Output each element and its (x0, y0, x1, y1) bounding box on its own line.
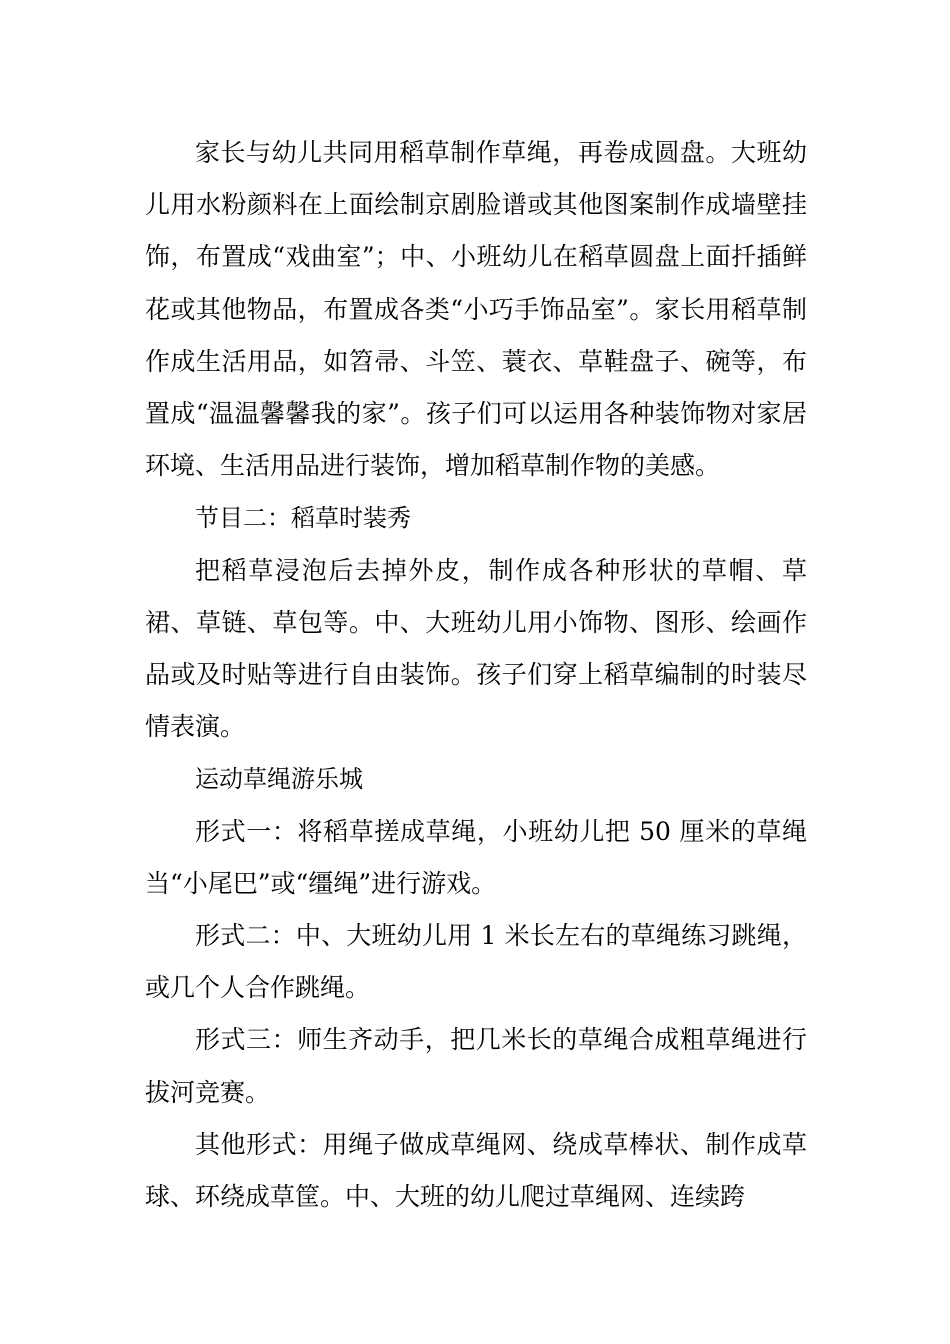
paragraph-other-forms: 其他形式：用绳子做成草绳网、绕成草棒状、制作成草球、环绕成草筐。中、大班的幼儿爬过草绳网、连续跨 (145, 1129, 807, 1212)
document-body (145, 127, 807, 1223)
paragraph-straw-fashion-show: 把稻草浸泡后去掉外皮，制作成各种形状的草帽、草裙、草链、草包等。中、大班幼儿用小饰物、图形、绘画作品或及时贴等进行自由装饰。孩子们穿上稻草编制的时装尽情表演。 (145, 555, 807, 742)
paragraph-form-one: 形式一：将稻草搓成草绳，小班幼儿把 50 厘米的草绳当“小尾巴”或“缰绳”进行游戏。 (145, 816, 807, 898)
heading-rope-playground: 运动草绳游乐城 (195, 765, 363, 794)
heading-program-two: 节目二：稻草时装秀 (195, 504, 411, 533)
paragraph-form-two: 形式二：中、大班幼儿用 1 米长左右的草绳练习跳绳，或几个人合作跳绳。 (145, 921, 807, 1003)
paragraph-form-three: 形式三：师生齐动手，把几米长的草绳合成粗草绳进行拔河竞赛。 (145, 1025, 807, 1107)
paragraph-straw-rope-decoration: 家长与幼儿共同用稻草制作草绳，再卷成圆盘。大班幼儿用水粉颜料在上面绘制京剧脸谱或其他图案制作成墙壁挂饰，布置成“戏曲室”；中、小班幼儿在稻草圆盘上面扦插鲜花或其他物品，布置成各类“小巧手饰品室”。家长用稻草制作成生活用品，如笤帚、斗笠、蓑衣、草鞋盘子、碗等，布置成“温温馨馨我的家”。孩子们可以运用各种装饰物对家居环境、生活用品进行装饰，增加稻草制作物的美感。 (145, 138, 807, 481)
